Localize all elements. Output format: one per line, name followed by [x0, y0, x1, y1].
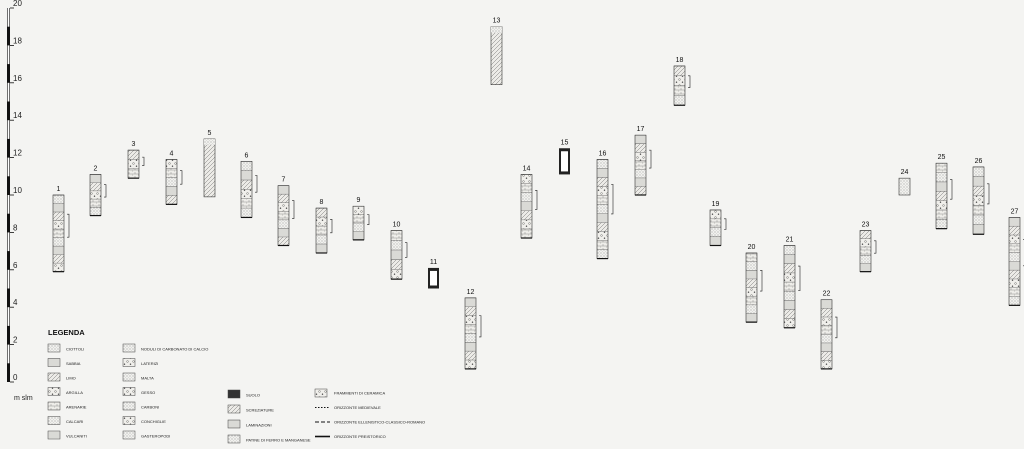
horizon-bracket	[535, 190, 537, 209]
column-layer	[973, 225, 984, 235]
column-layer	[53, 263, 64, 272]
strat-column-3	[128, 141, 144, 178]
column-layer	[746, 288, 757, 297]
column-label: 6	[244, 152, 249, 160]
legend-label: SCREZIATURE	[246, 407, 274, 413]
column-layer	[241, 171, 252, 180]
column-layer	[674, 76, 685, 86]
column-layer	[746, 262, 757, 271]
column-layer	[635, 144, 646, 153]
column-layer	[316, 217, 327, 226]
axis-tick-label: 6	[13, 260, 18, 270]
strat-column-6	[241, 152, 257, 217]
column-layer	[353, 231, 364, 239]
column-layer	[784, 282, 795, 291]
column-layer	[278, 228, 289, 237]
column-label: 15	[560, 139, 569, 147]
column-layer	[674, 66, 685, 76]
column-layer	[936, 182, 947, 191]
column-layer	[241, 180, 252, 189]
column-label: 13	[492, 17, 501, 25]
column-layer	[597, 205, 608, 214]
legend-label: LAMINAZIONI	[246, 422, 272, 428]
legend-swatch	[228, 435, 240, 443]
column-layer	[821, 326, 832, 335]
stratigraphic-columns	[53, 18, 1024, 369]
strat-column-13	[491, 18, 502, 85]
column-layer	[821, 317, 832, 326]
column-layer	[521, 174, 532, 183]
column-layer	[53, 204, 64, 213]
column-layer	[53, 255, 64, 264]
column-layer	[973, 177, 984, 187]
legend-swatch	[228, 390, 240, 398]
column-layer	[278, 203, 289, 212]
axis-unit-label: m slm	[14, 395, 33, 402]
column-layer	[635, 169, 646, 178]
legend-label: GESSO	[141, 390, 156, 395]
strat-column-14	[521, 165, 537, 238]
column-layer	[241, 199, 252, 208]
strat-column-16	[597, 150, 613, 258]
strat-column-22	[821, 291, 837, 369]
column-layer	[278, 211, 289, 220]
legend-swatch	[228, 405, 240, 413]
horizon-bracket	[67, 214, 69, 237]
legend-swatch	[48, 402, 60, 410]
horizon-bracket	[874, 241, 876, 253]
horizon-bracket	[688, 76, 690, 88]
column-layer	[241, 189, 252, 198]
legend-swatch	[123, 388, 135, 396]
column-label: 18	[675, 56, 684, 64]
horizon-bracket	[760, 270, 762, 291]
strat-column-11	[428, 259, 439, 289]
strat-column-1	[53, 186, 69, 272]
column-layer	[746, 253, 757, 262]
axis-segment	[8, 120, 10, 139]
legend-label: ARGILLA	[66, 390, 83, 395]
legend-label: SABBIA	[66, 361, 81, 366]
column-layer	[860, 255, 871, 263]
strat-column-25	[936, 154, 952, 228]
legend-label: CALCARI	[66, 419, 84, 424]
column-layer	[936, 163, 947, 172]
column-label: 21	[785, 236, 794, 244]
strat-column-27	[1009, 208, 1024, 305]
column-layer	[821, 334, 832, 343]
column-layer	[241, 161, 252, 170]
horizon-bracket	[367, 215, 369, 225]
column-layer	[674, 95, 685, 105]
legend-swatch	[48, 431, 60, 439]
column-layer	[353, 206, 364, 214]
column-label: 12	[466, 288, 475, 296]
column-layer	[784, 264, 795, 273]
column-layer	[465, 333, 476, 342]
axis-segment	[8, 307, 10, 326]
strat-column-2	[90, 165, 106, 215]
soil-block-inner	[561, 151, 568, 171]
column-layer	[53, 195, 64, 204]
legend-label: ORIZZONTE MEDIEVALE	[334, 405, 381, 410]
column-layer	[784, 319, 795, 328]
column-label: 20	[747, 243, 756, 251]
column-label: 11	[429, 258, 438, 266]
legend	[48, 328, 425, 443]
column-layer	[353, 215, 364, 223]
strat-column-20	[746, 244, 762, 322]
axis-tick-label: 12	[13, 148, 22, 158]
axis-segment	[8, 345, 10, 364]
column-layer	[128, 159, 139, 168]
column-layer	[821, 360, 832, 369]
axis-tick-label: 18	[13, 36, 22, 46]
axis-tick-label: 14	[13, 111, 22, 121]
column-layer	[90, 174, 101, 182]
column-layer	[278, 194, 289, 203]
legend-label: FRAMMENTI DI CERAMICA	[334, 390, 386, 396]
column-layer	[784, 300, 795, 309]
column-layer	[465, 316, 476, 325]
strat-column-9	[353, 197, 369, 240]
column-layer	[521, 229, 532, 238]
column-body	[899, 178, 910, 195]
column-layer	[465, 351, 476, 360]
column-layer	[635, 186, 646, 195]
legend-swatch	[48, 359, 60, 367]
column-layer	[973, 186, 984, 196]
axis-tick-label: 20	[13, 0, 22, 8]
column-layer	[128, 150, 139, 159]
column-layer	[597, 187, 608, 196]
column-layer	[316, 226, 327, 235]
strat-column-23	[860, 222, 876, 272]
column-layer	[465, 360, 476, 369]
column-layer	[597, 168, 608, 177]
column-layer	[90, 191, 101, 199]
column-layer	[278, 237, 289, 246]
column-layer	[521, 184, 532, 193]
column-layer	[973, 215, 984, 225]
column-layer	[674, 86, 685, 96]
column-layer	[166, 186, 177, 195]
column-label: 17	[636, 126, 645, 134]
column-label: 23	[861, 221, 870, 229]
strat-column-12	[465, 289, 481, 369]
column-layer	[391, 250, 402, 260]
column-layer	[391, 269, 402, 279]
column-layer	[353, 223, 364, 231]
horizon-bracket	[950, 180, 952, 200]
horizon-bracket	[405, 243, 407, 258]
column-layer	[973, 167, 984, 177]
column-layer	[597, 214, 608, 223]
strat-column-19	[710, 201, 726, 246]
axis-segment	[8, 195, 10, 214]
column-layer	[746, 270, 757, 279]
axis-segment	[8, 232, 10, 251]
column-layer	[860, 231, 871, 239]
column-label: 16	[598, 150, 607, 158]
strat-column-8	[316, 199, 332, 253]
column-layer	[465, 324, 476, 333]
legend-swatch	[123, 431, 135, 439]
column-layer	[597, 223, 608, 232]
column-layer	[821, 308, 832, 317]
strat-column-10	[391, 222, 407, 280]
column-layer	[1009, 288, 1020, 297]
column-layer	[316, 244, 327, 253]
column-layer	[128, 169, 139, 178]
legend-swatch	[123, 417, 135, 425]
horizon-bracket	[479, 316, 481, 337]
column-layer	[821, 352, 832, 361]
column-layer	[53, 246, 64, 255]
column-layer	[597, 159, 608, 168]
axis-segment	[8, 45, 10, 64]
legend-swatch	[48, 373, 60, 381]
column-layer	[391, 260, 402, 270]
strat-column-15	[559, 139, 570, 174]
column-layer	[1009, 261, 1020, 270]
axis-tick-label: 16	[13, 73, 22, 83]
column-layer	[860, 263, 871, 271]
legend-label: LIMO	[66, 375, 76, 381]
legend-title: LEGENDA	[48, 328, 85, 337]
column-layer	[746, 314, 757, 323]
horizon-bracket	[835, 317, 837, 338]
legend-swatch	[123, 373, 135, 381]
column-label: 25	[937, 154, 946, 162]
column-layer	[710, 219, 721, 228]
soil-block-inner	[430, 271, 437, 286]
legend-swatch	[48, 417, 60, 425]
horizon-bracket	[142, 157, 144, 165]
column-layer	[465, 307, 476, 316]
horizon-bracket	[292, 201, 294, 219]
column-label: 19	[711, 200, 720, 208]
column-layer	[821, 343, 832, 352]
column-layer	[166, 168, 177, 177]
column-layer	[1009, 226, 1020, 235]
column-layer	[973, 205, 984, 215]
axis-segment	[8, 270, 10, 289]
legend-swatch	[315, 389, 327, 397]
column-layer	[746, 305, 757, 314]
legend-label: LATERIZI	[141, 361, 159, 366]
strat-column-21	[784, 236, 800, 327]
column-layer	[710, 228, 721, 237]
column-layer	[90, 207, 101, 215]
column-layer	[784, 273, 795, 282]
legend-label: MALTA	[141, 375, 154, 381]
column-label: 27	[1010, 208, 1019, 216]
axis-tick-label: 10	[13, 186, 22, 195]
axis-tick-label: 4	[13, 298, 18, 308]
column-label: 3	[131, 141, 136, 149]
legend-features-column	[228, 390, 311, 443]
column-label: 8	[319, 199, 324, 207]
column-layer	[278, 220, 289, 229]
strat-column-5	[204, 130, 215, 197]
strat-column-24	[899, 169, 910, 195]
column-layer	[746, 296, 757, 305]
column-layer	[597, 177, 608, 186]
column-layer	[166, 159, 177, 168]
column-layer	[166, 195, 177, 204]
legend-swatch	[48, 388, 60, 396]
column-layer	[391, 240, 402, 250]
legend-label: SUOLO	[246, 392, 261, 398]
strat-column-7	[278, 177, 294, 246]
elevation-axis	[7, 0, 22, 382]
horizon-bracket	[987, 184, 989, 204]
column-layer	[784, 291, 795, 300]
legend-lithology-column	[48, 344, 87, 439]
column-layer	[746, 279, 757, 288]
legend-label: ORIZZONTE PREISTORICO	[334, 434, 386, 439]
legend-label: VULCANITI	[66, 433, 87, 439]
legend-inclusions-column	[123, 344, 208, 439]
legend-swatch	[123, 359, 135, 367]
axis-segment	[8, 158, 10, 177]
column-layer	[710, 237, 721, 246]
column-label: 10	[392, 221, 401, 229]
column-label: 24	[900, 169, 909, 177]
column-layer	[521, 193, 532, 202]
column-label: 9	[356, 197, 361, 205]
column-layer	[635, 152, 646, 161]
column-layer	[491, 27, 502, 33]
column-layer	[597, 196, 608, 205]
horizon-bracket	[724, 219, 726, 230]
column-layer	[936, 210, 947, 219]
column-layer	[1009, 279, 1020, 288]
strat-column-18	[674, 57, 690, 105]
column-layer	[465, 298, 476, 307]
column-layer	[821, 300, 832, 309]
column-layer	[973, 196, 984, 206]
legend-label: GASTEROPODI	[141, 433, 171, 439]
column-layer	[1009, 244, 1020, 253]
column-layer	[597, 250, 608, 259]
legend-swatch	[228, 420, 240, 428]
column-layer	[597, 232, 608, 241]
legend-label: CARBONI	[141, 404, 160, 410]
column-layer	[1009, 235, 1020, 244]
column-layer	[936, 219, 947, 228]
column-layer	[1009, 297, 1020, 306]
axis-tick-label: 8	[13, 223, 18, 233]
column-layer	[597, 241, 608, 250]
column-layer	[860, 247, 871, 255]
column-label: 2	[93, 165, 98, 173]
column-layer	[278, 186, 289, 195]
column-layer	[316, 235, 327, 244]
column-layer	[521, 211, 532, 220]
column-layer	[90, 183, 101, 191]
column-layer	[90, 199, 101, 207]
column-label: 26	[974, 157, 983, 165]
legend-label: ORIZZONTE ELLENISTICO-CLASSICO-ROMANO	[334, 419, 426, 425]
legend-label: NODULI DI CARBONATO DI CALCIO	[141, 346, 209, 352]
column-layer	[936, 173, 947, 182]
column-layer	[316, 208, 327, 217]
column-layer	[521, 220, 532, 229]
column-layer	[53, 229, 64, 238]
axis-segment	[8, 83, 10, 102]
column-label: 22	[822, 290, 831, 298]
axis-tick-label: 2	[13, 335, 18, 345]
column-layer	[204, 139, 215, 145]
column-layer	[391, 231, 402, 241]
column-layer	[166, 177, 177, 186]
column-layer	[936, 201, 947, 210]
horizon-bracket	[798, 266, 800, 291]
legend-label: CIOTTOLI	[66, 346, 85, 352]
column-layer	[784, 309, 795, 318]
column-layer	[784, 245, 795, 254]
column-label: 5	[207, 129, 212, 137]
strat-column-26	[973, 158, 989, 234]
legend-swatch	[48, 344, 60, 352]
legend-label: PATINE DI FERRO E MANGANESE	[246, 437, 311, 443]
axis-tick-label: 0	[13, 373, 18, 382]
strat-column-4	[166, 150, 182, 204]
horizon-bracket	[649, 150, 651, 168]
column-layer	[241, 208, 252, 217]
column-layer	[635, 178, 646, 187]
column-layer	[936, 191, 947, 200]
horizon-bracket	[255, 175, 257, 192]
column-label: 14	[522, 165, 531, 173]
legend-label: CONCHIGLIE	[141, 419, 166, 424]
horizon-bracket	[180, 171, 182, 184]
horizon-bracket	[611, 184, 613, 214]
column-layer	[710, 210, 721, 219]
column-layer	[521, 202, 532, 211]
horizon-bracket	[104, 185, 106, 197]
legend-label: ARENARIE	[66, 404, 87, 410]
column-layer	[53, 212, 64, 221]
column-label: 1	[56, 186, 61, 193]
column-body	[204, 139, 215, 197]
column-layer	[635, 135, 646, 144]
column-label: 7	[281, 176, 286, 184]
column-layer	[53, 238, 64, 247]
column-layer	[53, 221, 64, 230]
column-layer	[860, 239, 871, 247]
column-label: 4	[169, 150, 174, 158]
column-layer	[1009, 270, 1020, 279]
horizon-bracket	[330, 219, 332, 232]
column-layer	[635, 161, 646, 170]
legend-horizons-column	[315, 389, 425, 439]
column-layer	[784, 255, 795, 264]
strat-column-17	[635, 126, 651, 195]
column-layer	[1009, 253, 1020, 262]
axis-segment	[8, 8, 10, 27]
legend-swatch	[123, 402, 135, 410]
column-layer	[465, 342, 476, 351]
legend-swatch	[123, 344, 135, 352]
column-body	[491, 27, 502, 85]
column-layer	[1009, 217, 1020, 226]
